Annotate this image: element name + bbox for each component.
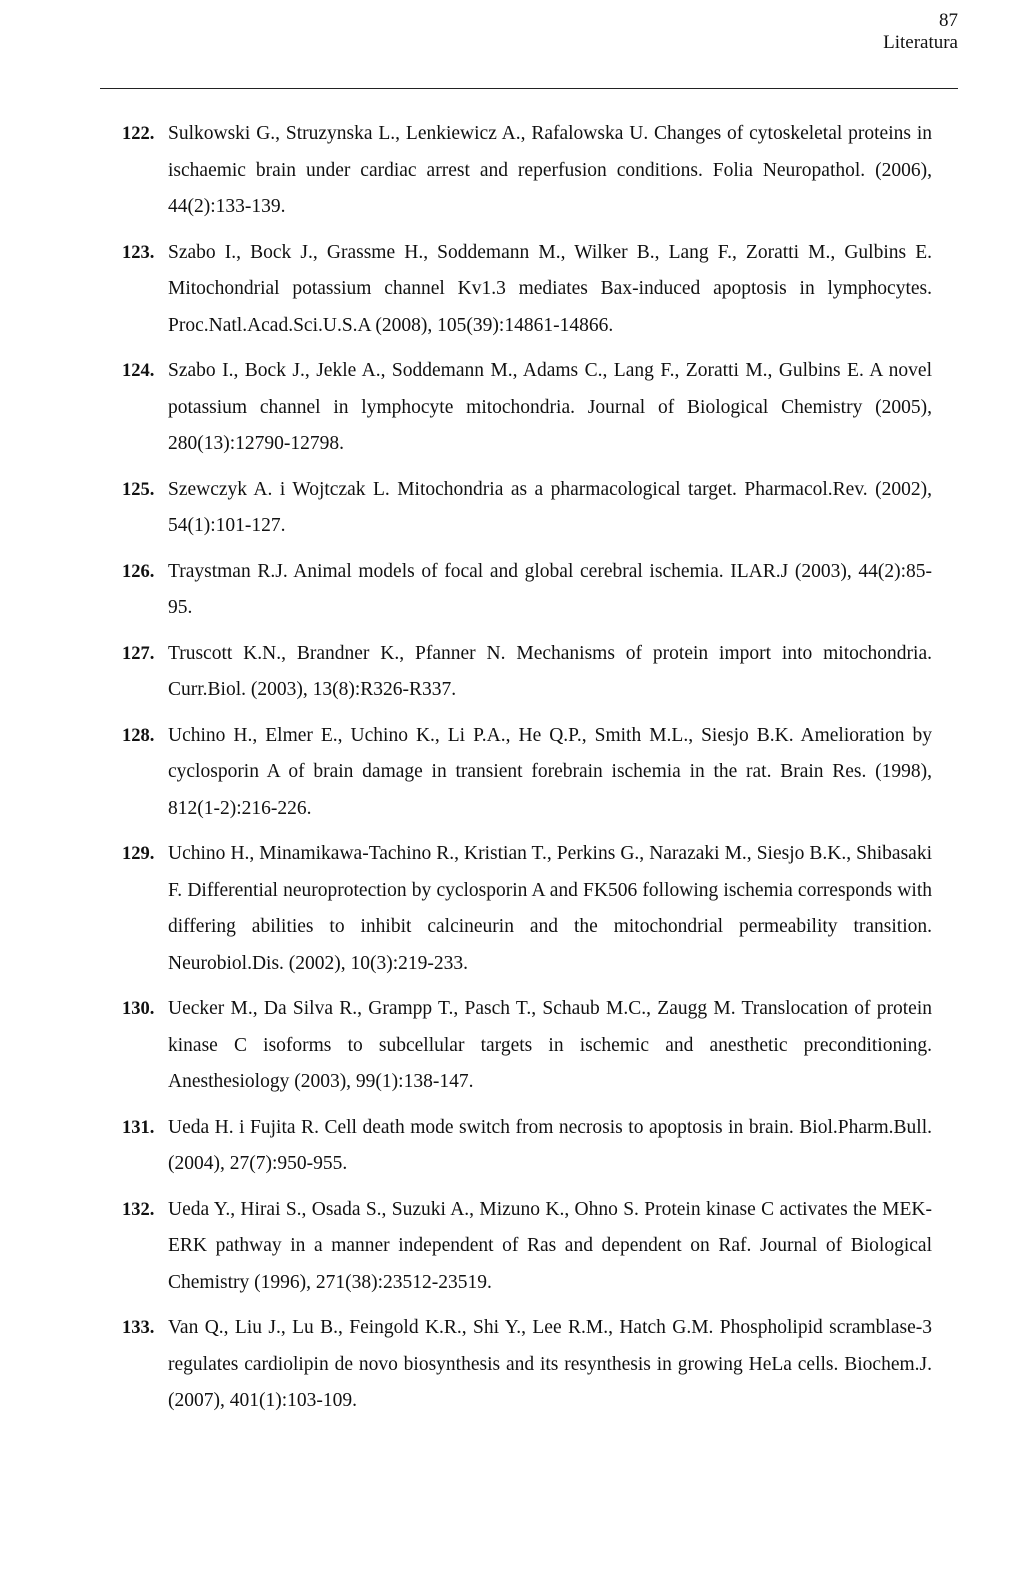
reference-item [122, 1192, 932, 1302]
reference-number: 124. [122, 361, 155, 381]
reference-number: 122. [122, 124, 155, 144]
reference-text: Uecker M., Da Silva R., Grampp T., Pasch T., Schaub M.C., Zaugg M. Translocation of protein kinase C isoforms to subcellular targets in ischemic and anesthetic preconditioning. Anesthesiology (2003), 99(1):138-147. [168, 998, 932, 1092]
reference-text: Uchino H., Minamikawa-Tachino R., Kristian T., Perkins G., Narazaki M., Siesjo B.K., Shibasaki F. Differential neuroprotection by cyclosporin A and FK506 following ischemia corresponds with differing abilities to inhibit calcineurin and the mitochondrial permeability transition. Neurobiol.Dis. (2002), 10(3):219-233. [168, 843, 932, 974]
reference-number: 130. [122, 999, 155, 1019]
reference-item [122, 836, 932, 982]
reference-text: Szewczyk A. i Wojtczak L. Mitochondria as a pharmacological target. Pharmacol.Rev. (2002), 54(1):101-127. [168, 478, 932, 536]
reference-text: Traystman R.J. Animal models of focal and global cerebral ischemia. ILAR.J (2003), 44(2):85-95. [168, 560, 932, 618]
reference-list [122, 116, 932, 1429]
reference-number: 132. [122, 1199, 155, 1220]
reference-item [122, 353, 932, 463]
reference-text: Ueda H. i Fujita R. Cell death mode switch from necrosis to apoptosis in brain. Biol.Pharm.Bull. (2004), 27(7):950-955. [168, 1116, 932, 1174]
section-title: Literatura [883, 32, 958, 53]
reference-text: Ueda Y., Hirai S., Osada S., Suzuki A., Mizuno K., Ohno S. Protein kinase C activates the MEK-ERK pathway in a manner independent of Ras and dependent on Raf. Journal of Biological Chemistry (1996), 271(38):23512-23519. [168, 1198, 932, 1293]
reference-number: 129. [122, 844, 155, 864]
page-number: 87 [939, 10, 958, 31]
reference-text: Van Q., Liu J., Lu B., Feingold K.R., Shi Y., Lee R.M., Hatch G.M. Phospholipid scramblase-3 regulates cardiolipin de novo biosynthesis and its resynthesis in growing HeLa cells. Biochem.J. (2007), 401(1):103-109. [168, 1317, 932, 1411]
reference-text: Sulkowski G., Struzynska L., Lenkiewicz A., Rafalowska U. Changes of cytoskeletal proteins in ischaemic brain under cardiac arrest and reperfusion conditions. Folia Neuropathol. (2006), 44(2):133-139. [168, 123, 932, 217]
page-header [100, 10, 958, 54]
reference-number: 127. [122, 643, 155, 664]
reference-item [122, 472, 932, 545]
reference-number: 123. [122, 242, 155, 263]
reference-number: 126. [122, 561, 155, 582]
reference-text: Szabo I., Bock J., Jekle A., Soddemann M., Adams C., Lang F., Zoratti M., Gulbins E. A novel potassium channel in lymphocyte mitochondria. Journal of Biological Chemistry (2005), 280(13):12790-12798. [168, 360, 932, 454]
reference-text: Uchino H., Elmer E., Uchino K., Li P.A., He Q.P., Smith M.L., Siesjo B.K. Amelioration by cyclosporin A of brain damage in transient forebrain ischemia in the rat. Brain Res. (1998), 812(1-2):216-226. [168, 724, 932, 819]
reference-item [122, 1110, 932, 1183]
reference-item [122, 991, 932, 1101]
reference-item [122, 235, 932, 345]
reference-item [122, 554, 932, 627]
reference-number: 131. [122, 1117, 155, 1138]
reference-item [122, 116, 932, 226]
reference-text: Szabo I., Bock J., Grassme H., Soddemann M., Wilker B., Lang F., Zoratti M., Gulbins E. Mitochondrial potassium channel Kv1.3 mediates Bax-induced apoptosis in lymphocytes. Proc.Natl.Acad.Sci.U.S.A (2008), 105(39):14861-14866. [168, 241, 932, 336]
reference-number: 133. [122, 1318, 155, 1338]
reference-item [122, 636, 932, 709]
header-rule [100, 88, 958, 89]
reference-text: Truscott K.N., Brandner K., Pfanner N. Mechanisms of protein import into mitochondria. Curr.Biol. (2003), 13(8):R326-R337. [168, 642, 932, 700]
reference-item [122, 1310, 932, 1420]
reference-number: 128. [122, 725, 155, 746]
reference-item [122, 718, 932, 828]
reference-number: 125. [122, 479, 155, 500]
